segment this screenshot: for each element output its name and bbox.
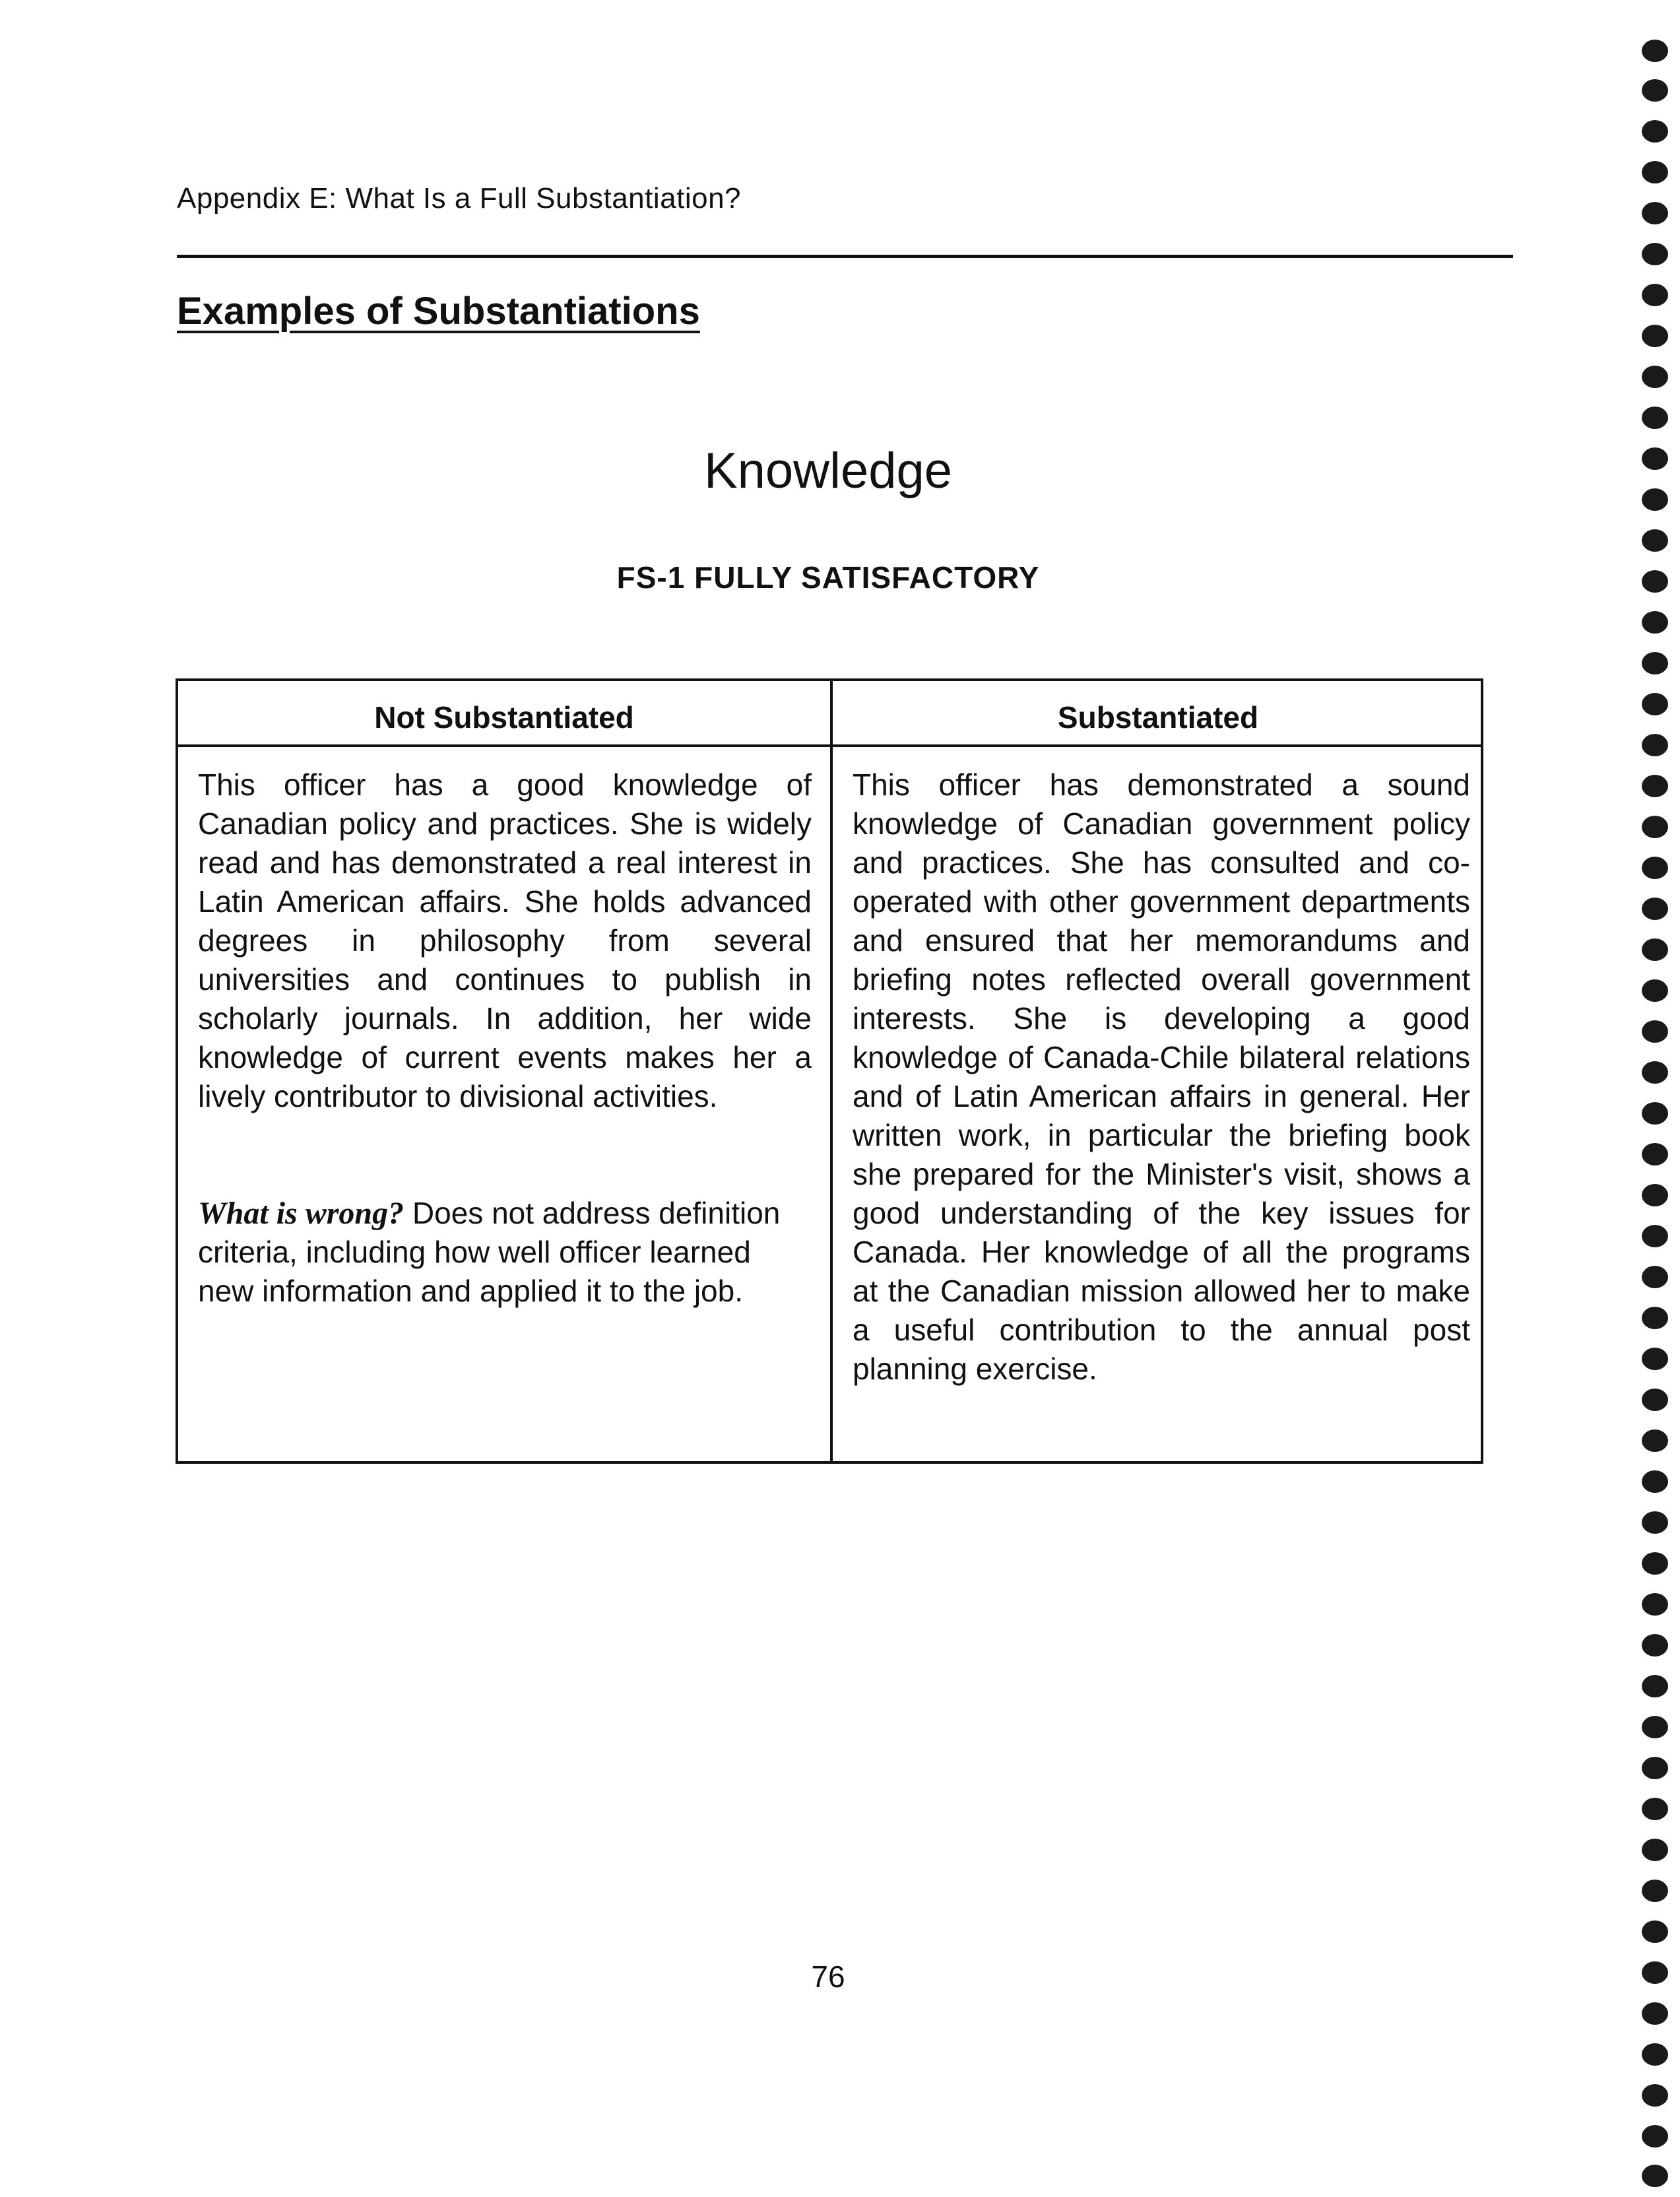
- binding-hole-icon: [1642, 2125, 1668, 2148]
- binding-hole-icon: [1642, 1961, 1668, 1984]
- binding-hole-icon: [1642, 447, 1668, 470]
- binding-hole-icon: [1642, 488, 1668, 511]
- critique-text: Does not address definition criteria, including how well officer learned new information and applied it to the job.: [198, 1196, 781, 1308]
- binding-hole-icon: [1642, 1266, 1668, 1288]
- binding-hole-icon: [1642, 652, 1668, 674]
- binding-hole-icon: [1642, 1798, 1668, 1820]
- binding-hole-icon: [1642, 161, 1668, 183]
- binding-hole-icon: [1642, 1593, 1668, 1616]
- binding-hole-icon: [1642, 1102, 1668, 1125]
- binding-hole-icon: [1642, 1348, 1668, 1370]
- section-title: Examples of Substantiations: [177, 290, 700, 333]
- binding-hole-icon: [1642, 1470, 1668, 1493]
- binding-hole-icon: [1642, 529, 1668, 552]
- binding-hole-icon: [1642, 979, 1668, 1002]
- binding-hole-icon: [1642, 1307, 1668, 1329]
- binding-hole-icon: [1642, 1757, 1668, 1779]
- binding-hole-icon: [1642, 938, 1668, 961]
- binding-hole-icon: [1642, 1061, 1668, 1084]
- binding-hole-icon: [1642, 1143, 1668, 1165]
- binding-hole-icon: [1642, 1389, 1668, 1411]
- binding-hole-icon: [1642, 1511, 1668, 1534]
- binding-hole-icon: [1642, 816, 1668, 838]
- binding-hole-icon: [1642, 284, 1668, 306]
- binding-hole-icon: [1642, 407, 1668, 429]
- binding-hole-icon: [1642, 734, 1668, 756]
- binding-hole-icon: [1642, 2043, 1668, 2066]
- cell-substantiated: [853, 766, 1470, 1389]
- column-divider: [830, 681, 833, 1461]
- binding-hole-icon: [1642, 775, 1668, 797]
- not-substantiated-example: This officer has a good knowledge of Canadian policy and practices. She is widely read and has demonstrated a real interest in Latin American affairs. She holds advanced degrees in philosophy from several universities and continues to publish in scholarly journals. In addition, her wide knowledge of current events makes her a lively contributor to divisional activities.: [198, 768, 812, 1113]
- page-number: 76: [811, 1959, 845, 1994]
- binding-hole-icon: [1642, 570, 1668, 593]
- comparison-table: [176, 678, 1483, 1464]
- running-header: Appendix E: What Is a Full Substantiation?: [177, 182, 742, 214]
- binding-hole-icon: [1642, 202, 1668, 224]
- binding-hole-icon: [1642, 1920, 1668, 1943]
- binding-hole-icon: [1642, 611, 1668, 634]
- rating-label: FS-1 FULLY SATISFACTORY: [616, 560, 1040, 595]
- binding-hole-icon: [1642, 2084, 1668, 2107]
- binding-hole-icon: [1642, 1675, 1668, 1697]
- cell-not-substantiated: [198, 766, 812, 1311]
- document-title: Knowledge: [703, 443, 953, 499]
- critique-label: What is wrong?: [198, 1196, 404, 1231]
- binding-hole-icon: [1642, 1225, 1668, 1247]
- spiral-binding: [1638, 26, 1677, 2191]
- substantiated-example: This officer has demonstrated a sound knowledge of Canadian government policy and practices. She has consulted and co-operated with other government departments and ensured that her memorandums and briefing notes reflected overall government interests. She is developing a good knowledge of Canada-Chile bilateral relations and of Latin American affairs in general. Her written work, in particular the briefing book she prepared for the Minister's visit, shows a good understanding of the key issues for Canada. Her knowledge of all the programs at the Canadian mission allowed her to make a useful contribution to the annual post planning exercise.: [853, 768, 1470, 1386]
- column-header-substantiated: Substantiated: [1057, 700, 1259, 735]
- binding-hole-icon: [1642, 898, 1668, 920]
- binding-hole-icon: [1642, 857, 1668, 879]
- binding-hole-icon: [1642, 1020, 1668, 1043]
- binding-hole-icon: [1642, 1716, 1668, 1738]
- binding-hole-icon: [1642, 693, 1668, 715]
- binding-hole-icon: [1642, 1429, 1668, 1452]
- binding-hole-icon: [1642, 243, 1668, 265]
- binding-hole-icon: [1642, 1634, 1668, 1656]
- binding-hole-icon: [1642, 1184, 1668, 1206]
- binding-hole-icon: [1642, 1880, 1668, 1902]
- binding-hole-icon: [1642, 40, 1668, 62]
- binding-hole-icon: [1642, 79, 1668, 102]
- binding-hole-icon: [1642, 2165, 1668, 2187]
- header-row-rule: [178, 744, 1481, 747]
- binding-hole-icon: [1642, 1839, 1668, 1861]
- header-rule: [177, 255, 1513, 258]
- column-header-not-substantiated: Not Substantiated: [374, 700, 634, 735]
- critique: [198, 1194, 812, 1311]
- binding-hole-icon: [1642, 2002, 1668, 2025]
- binding-hole-icon: [1642, 325, 1668, 347]
- binding-hole-icon: [1642, 366, 1668, 388]
- binding-hole-icon: [1642, 1552, 1668, 1575]
- binding-hole-icon: [1642, 120, 1668, 143]
